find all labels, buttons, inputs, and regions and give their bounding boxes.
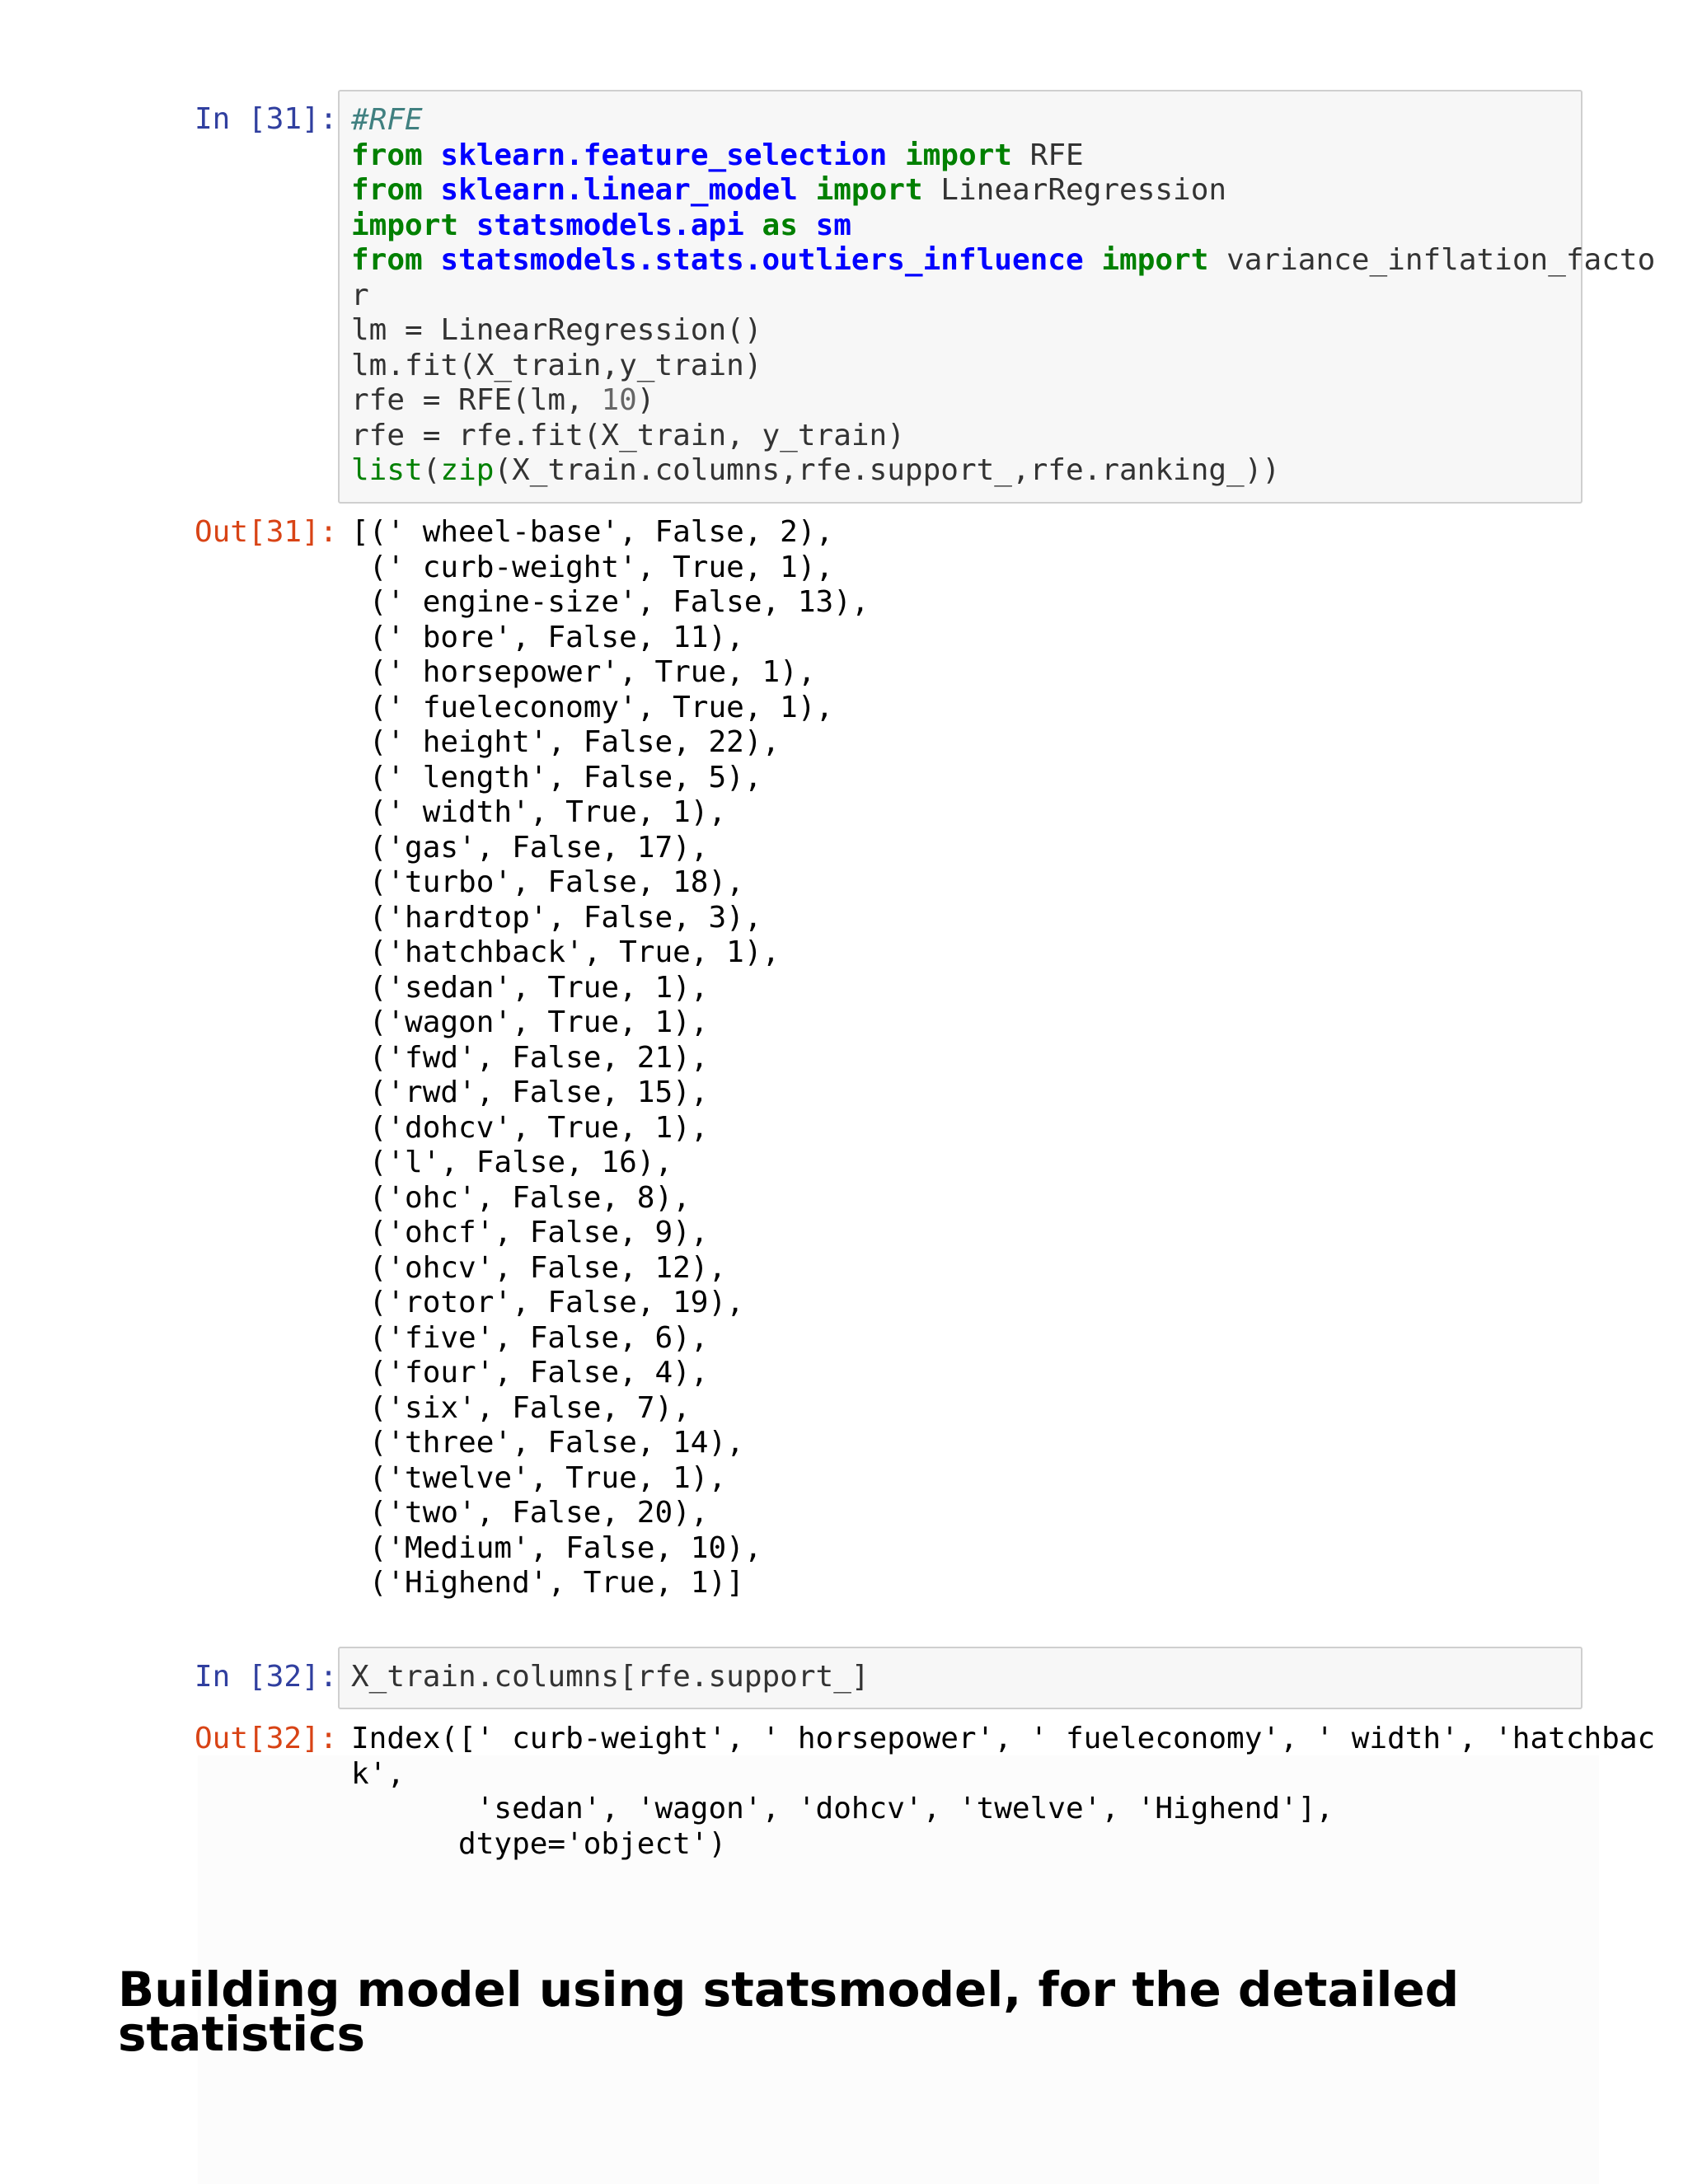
code-line: lm.fit(X_train,y_train) — [351, 348, 762, 382]
code-line: list(zip(X_train.columns,rfe.support_,rfe.ranking_)) — [351, 453, 1281, 487]
out-prompt-32: Out[32]: — [195, 1722, 338, 1755]
output-line: Index([' curb-weight', ' horsepower', ' fueleconomy', ' width', 'hatchbac — [351, 1722, 1656, 1755]
output-line: ('three', False, 14), — [351, 1426, 744, 1460]
output-line: ('Highend', True, 1)] — [351, 1566, 744, 1600]
output-line: ('twelve', True, 1), — [351, 1460, 727, 1495]
output-line: 'sedan', 'wagon', 'dohcv', 'twelve', 'Highend'], — [351, 1792, 1334, 1825]
output-line: ('rwd', False, 15), — [351, 1076, 709, 1109]
code-line: rfe = rfe.fit(X_train, y_train) — [351, 418, 905, 452]
code-line: from sklearn.feature_selection import RFE — [351, 138, 1084, 172]
output-line: ('wagon', True, 1), — [351, 1005, 709, 1039]
output-line: (' fueleconomy', True, 1), — [351, 690, 834, 724]
output-line: ('sedan', True, 1), — [351, 970, 709, 1005]
output-line: ('two', False, 20), — [351, 1496, 709, 1530]
output-line: ('hardtop', False, 3), — [351, 900, 762, 935]
output-line: [(' wheel-base', False, 2), — [351, 515, 834, 549]
output-line: ('five', False, 6), — [351, 1320, 709, 1355]
out-prompt-31: Out[31]: — [195, 515, 338, 549]
output-line: ('ohcf', False, 9), — [351, 1216, 709, 1249]
output-line: (' curb-weight', True, 1), — [351, 550, 834, 584]
output-cell-32 — [351, 1722, 1655, 1862]
output-line: ('gas', False, 17), — [351, 830, 709, 865]
code-line: from statsmodels.stats.outliers_influence import variance_inflation_facto — [351, 243, 1656, 277]
code-cell-32-source[interactable] — [351, 1660, 870, 1695]
output-line: ('hatchback', True, 1), — [351, 935, 781, 969]
output-line: ('fwd', False, 21), — [351, 1040, 709, 1075]
code-line: import statsmodels.api as sm — [351, 208, 851, 242]
output-line: ('four', False, 4), — [351, 1356, 709, 1390]
output-line: (' height', False, 22), — [351, 725, 781, 759]
code-line: r — [351, 278, 369, 312]
code-line: #RFE — [351, 103, 423, 137]
section-heading: Building model using statsmodel, for the detailed statistics — [118, 1961, 1460, 2062]
output-line: ('turbo', False, 18), — [351, 865, 744, 899]
in-prompt-32: In [32]: — [195, 1660, 338, 1694]
output-line: ('dohcv', True, 1), — [351, 1110, 709, 1145]
output-line: ('l', False, 16), — [351, 1146, 673, 1179]
code-line: rfe = RFE(lm, 10) — [351, 383, 655, 417]
output-line: dtype='object') — [351, 1826, 727, 1861]
output-line: ('six', False, 7), — [351, 1390, 691, 1425]
output-line: (' width', True, 1), — [351, 795, 727, 829]
code-line: from sklearn.linear_model import LinearRegression — [351, 173, 1227, 207]
output-line: ('Medium', False, 10), — [351, 1530, 762, 1565]
output-line: k', — [351, 1756, 406, 1791]
output-line: ('rotor', False, 19), — [351, 1286, 744, 1319]
output-line: ('ohcv', False, 12), — [351, 1250, 727, 1285]
code-cell-31-source[interactable] — [351, 103, 1655, 489]
output-line: ('ohc', False, 8), — [351, 1180, 691, 1215]
output-cell-31 — [351, 515, 870, 1601]
code-line: X_train.columns[rfe.support_] — [351, 1660, 870, 1694]
in-prompt-31: In [31]: — [195, 102, 338, 136]
output-line: (' length', False, 5), — [351, 760, 762, 794]
output-line: (' engine-size', False, 13), — [351, 585, 870, 619]
code-line: lm = LinearRegression() — [351, 313, 762, 347]
output-line: (' bore', False, 11), — [351, 620, 744, 654]
output-line: (' horsepower', True, 1), — [351, 655, 816, 689]
